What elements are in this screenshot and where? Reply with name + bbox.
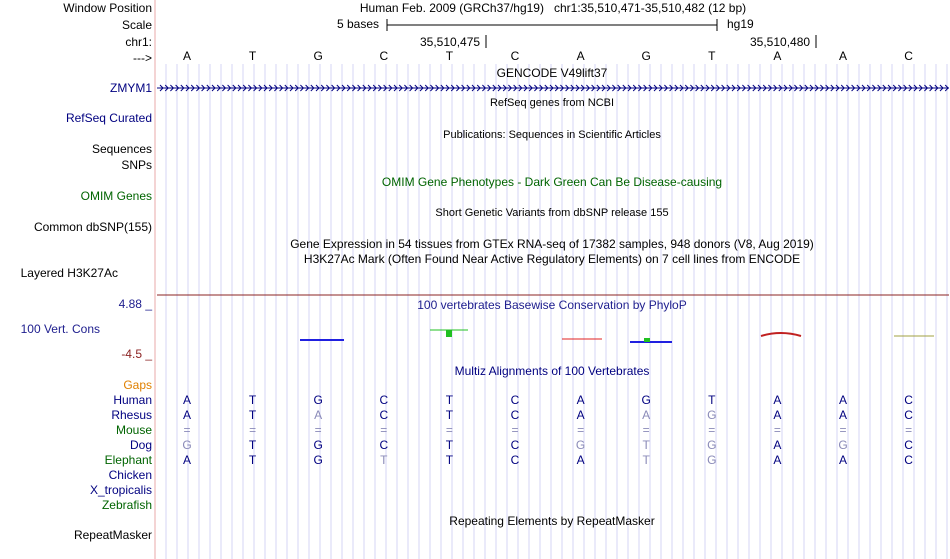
phylop-label[interactable]: 100 Vert. Cons	[20, 322, 100, 336]
ruler-base: T	[248, 49, 257, 63]
alignment-base: A	[773, 408, 782, 422]
alignment-base: =	[642, 423, 650, 437]
alignment-base: C	[904, 438, 913, 452]
alignment-base: T	[445, 453, 454, 467]
alignment-base: A	[576, 408, 585, 422]
alignment-base: G	[707, 453, 717, 467]
alignment-base: C	[510, 438, 520, 452]
alignment-base: C	[379, 393, 389, 407]
scale-label: Scale	[121, 18, 152, 32]
alignment-base: A	[773, 453, 782, 467]
species-label[interactable]: Elephant	[104, 453, 152, 467]
species-label[interactable]: Mouse	[115, 423, 152, 437]
alignment-base: A	[773, 393, 782, 407]
alignment-base: G	[641, 393, 651, 407]
alignment-base: =	[380, 423, 388, 437]
alignment-base: A	[838, 393, 848, 407]
alignment-base: A	[838, 453, 848, 467]
refseq-track-title[interactable]: RefSeq genes from NCBI	[489, 97, 615, 109]
phylop-track-title[interactable]: 100 vertebrates Basewise Conservation by PhyloP	[417, 298, 687, 312]
ruler-base: G	[313, 49, 323, 63]
alignment-base: C	[904, 408, 913, 422]
alignment-base: A	[314, 408, 323, 422]
ruler-base: G	[641, 49, 651, 63]
sequences-label[interactable]: Sequences	[91, 142, 152, 156]
species-label[interactable]: Chicken	[108, 468, 152, 482]
ruler-base: T	[445, 49, 454, 63]
alignment-base: G	[707, 438, 717, 452]
gencode-gene-label[interactable]: ZMYM1	[110, 81, 152, 95]
alignment-base: G	[575, 438, 586, 452]
alignment-base: A	[642, 408, 651, 422]
omim-label[interactable]: OMIM Genes	[80, 189, 152, 203]
scale-assembly: hg19	[727, 17, 754, 31]
alignment-base: T	[248, 408, 257, 422]
alignment-base: A	[576, 393, 585, 407]
ruler-base: T	[708, 49, 716, 63]
refseq-label[interactable]: RefSeq Curated	[65, 111, 152, 125]
publications-track-title[interactable]: Publications: Sequences in Scientific Articles	[443, 129, 661, 141]
alignment-base: T	[445, 408, 454, 422]
alignment-base: =	[249, 423, 257, 437]
gtex-track-title[interactable]: Gene Expression in 54 tissues from GTEx RNA-seq of 17382 samples, 948 donors (V8, Aug 2019)	[290, 237, 814, 251]
alignment-base: C	[904, 453, 913, 467]
species-label[interactable]: Dog	[129, 438, 152, 452]
snps-label[interactable]: SNPs	[121, 158, 152, 172]
alignment-base: A	[182, 393, 192, 407]
gencode-track-title[interactable]: GENCODE V49lift37	[496, 66, 608, 80]
ruler-base: A	[576, 49, 585, 63]
h3k27ac-label[interactable]: Layered H3K27Ac	[20, 266, 118, 280]
alignment-base: C	[904, 393, 913, 407]
alignment-base: A	[182, 408, 192, 422]
alignment-base: T	[380, 453, 388, 467]
alignment-base: T	[642, 453, 650, 467]
phylop-mark	[644, 338, 650, 342]
alignment-base: G	[182, 438, 192, 452]
alignment-base: C	[379, 408, 389, 422]
alignment-base: =	[839, 423, 847, 437]
chrom-label: chr1:	[125, 35, 152, 49]
coordinate-2: 35,510,480	[750, 35, 811, 49]
alignment-base: A	[838, 408, 848, 422]
species-label[interactable]: Rhesus	[111, 408, 152, 422]
species-label[interactable]: Zebrafish	[101, 498, 152, 512]
multiz-track-title[interactable]: Multiz Alignments of 100 Vertebrates	[454, 364, 650, 378]
ruler-base: C	[904, 49, 913, 63]
alignment-base: G	[707, 408, 717, 422]
scale-value: 5 bases	[337, 17, 380, 31]
alignment-base: C	[379, 438, 389, 452]
alignment-base: T	[445, 393, 454, 407]
phylop-mark	[761, 333, 801, 336]
alignment-base: =	[708, 423, 716, 437]
alignment-base: T	[445, 438, 454, 452]
coordinate-1: 35,510,475	[420, 35, 481, 49]
phylop-min-label: -4.5 _	[121, 347, 152, 361]
alignment-base: G	[313, 393, 323, 407]
alignment-base: =	[183, 423, 191, 437]
omim-track-title[interactable]: OMIM Gene Phenotypes - Dark Green Can Be Disease-causing	[381, 175, 723, 189]
alignment-base: C	[510, 453, 520, 467]
alignment-base: T	[708, 393, 716, 407]
alignment-base: =	[445, 423, 453, 437]
ruler-base: C	[510, 49, 520, 63]
species-label[interactable]: Human	[113, 393, 152, 407]
alignment-base: =	[773, 423, 781, 437]
ruler-base: A	[773, 49, 782, 63]
strand-label: --->	[133, 51, 152, 65]
dbsnp-label[interactable]: Common dbSNP(155)	[33, 220, 152, 234]
alignment-base: =	[314, 423, 322, 437]
alignment-base: A	[576, 453, 585, 467]
alignment-base: G	[313, 438, 323, 452]
ruler-base: A	[838, 49, 848, 63]
phylop-max-label: 4.88 _	[118, 297, 152, 311]
ruler-base: C	[379, 49, 389, 63]
phylop-mark	[446, 330, 452, 337]
alignment-base: T	[248, 438, 257, 452]
alignment-base: =	[577, 423, 585, 437]
window-position-value: Human Feb. 2009 (GRCh37/hg19) chr1:35,510,471-35,510,482 (12 bp)	[359, 1, 747, 15]
ruler-base: A	[182, 49, 192, 63]
alignment-base: A	[773, 438, 782, 452]
alignment-base: =	[511, 423, 519, 437]
repeatmasker-track-title[interactable]: Repeating Elements by RepeatMasker	[449, 514, 655, 528]
repeatmasker-label[interactable]: RepeatMasker	[73, 528, 152, 542]
species-label[interactable]: X_tropicalis	[89, 483, 152, 497]
window-position-label: Window Position	[63, 1, 152, 15]
gaps-label: Gaps	[123, 378, 152, 392]
alignment-base: T	[248, 393, 257, 407]
alignment-base: C	[510, 408, 520, 422]
alignment-base: G	[838, 438, 848, 452]
alignment-base: T	[642, 438, 650, 452]
alignment-base: T	[248, 453, 257, 467]
alignment-base: C	[510, 393, 520, 407]
alignment-base: A	[182, 453, 192, 467]
h3k27ac-track-title[interactable]: H3K27Ac Mark (Often Found Near Active Regulatory Elements) on 7 cell lines from ENCODE	[303, 252, 801, 266]
alignment-base: G	[313, 453, 323, 467]
dbsnp-track-title[interactable]: Short Genetic Variants from dbSNP release 155	[435, 207, 669, 219]
alignment-base: =	[905, 423, 913, 437]
